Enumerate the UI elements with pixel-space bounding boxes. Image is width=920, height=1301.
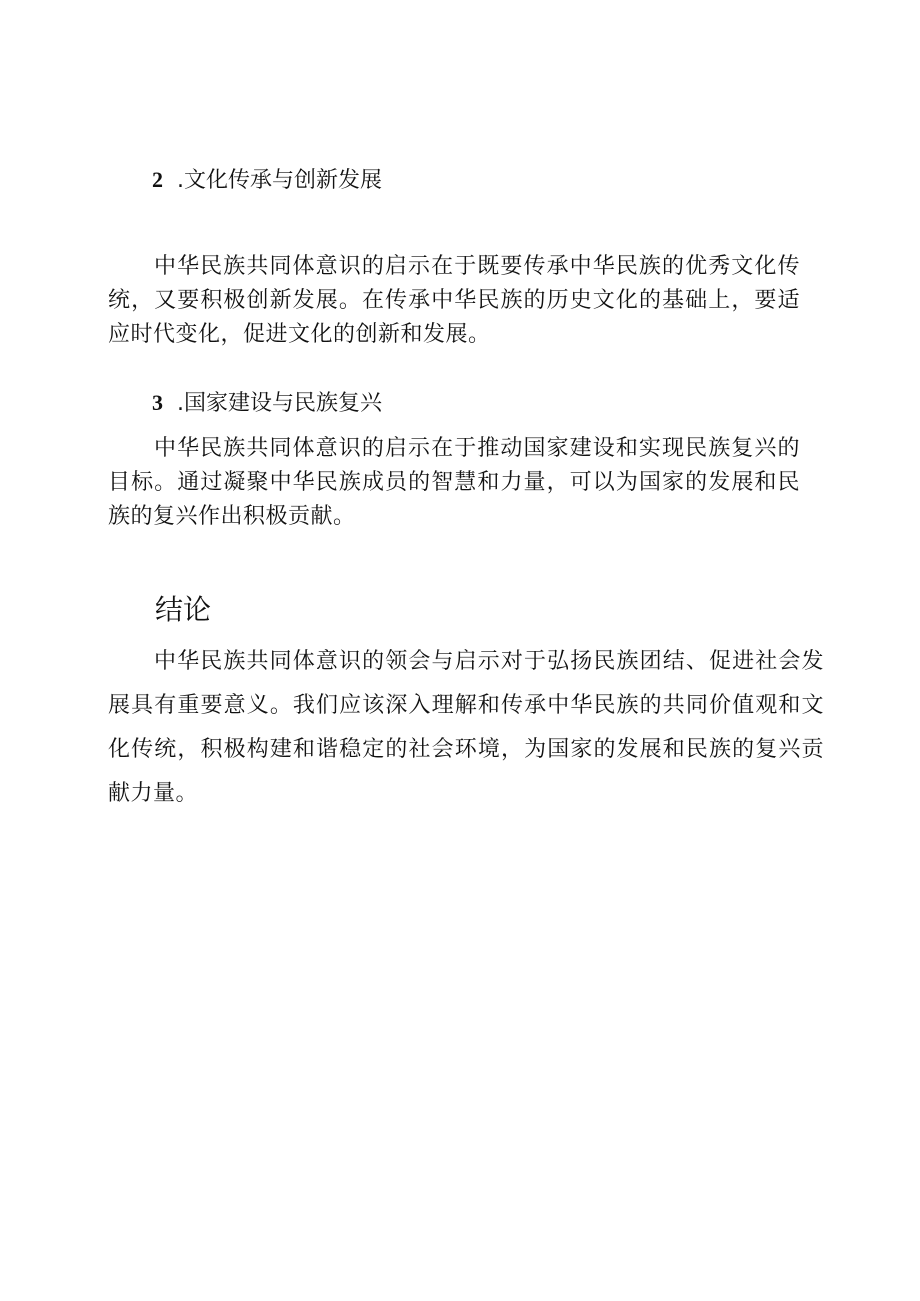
section-3-number: 3: [152, 390, 163, 415]
section-2-title: .文化传承与创新发展: [177, 168, 382, 193]
section-3-paragraph: 中华民族共同体意识的启示在于推动国家建设和实现民族复兴的目标。通过凝聚中华民族成员的智慧和力量，可以为国家的发展和民族的复兴作出积极贡献。: [108, 436, 800, 529]
section-2-number: 2: [152, 167, 163, 192]
conclusion-title: 结论: [155, 593, 212, 626]
section-3-heading: [152, 389, 382, 418]
section-2-paragraph: 中华民族共同体意识的启示在于既要传承中华民族的优秀文化传统，又要积极创新发展。在传承中华民族的历史文化的基础上，要适应时代变化，促进文化的创新和发展。: [108, 254, 800, 347]
section-2-heading: [152, 166, 382, 195]
conclusion-paragraph: 中华民族共同体意识的领会与启示对于弘扬民族团结、促进社会发展具有重要意义。我们应该深入理解和传承中华民族的共同价值观和文化传统，积极构建和谐稳定的社会环境，为国家的发展和民族的复兴贡献力量。: [108, 649, 824, 806]
section-3-title: .国家建设与民族复兴: [177, 391, 382, 416]
